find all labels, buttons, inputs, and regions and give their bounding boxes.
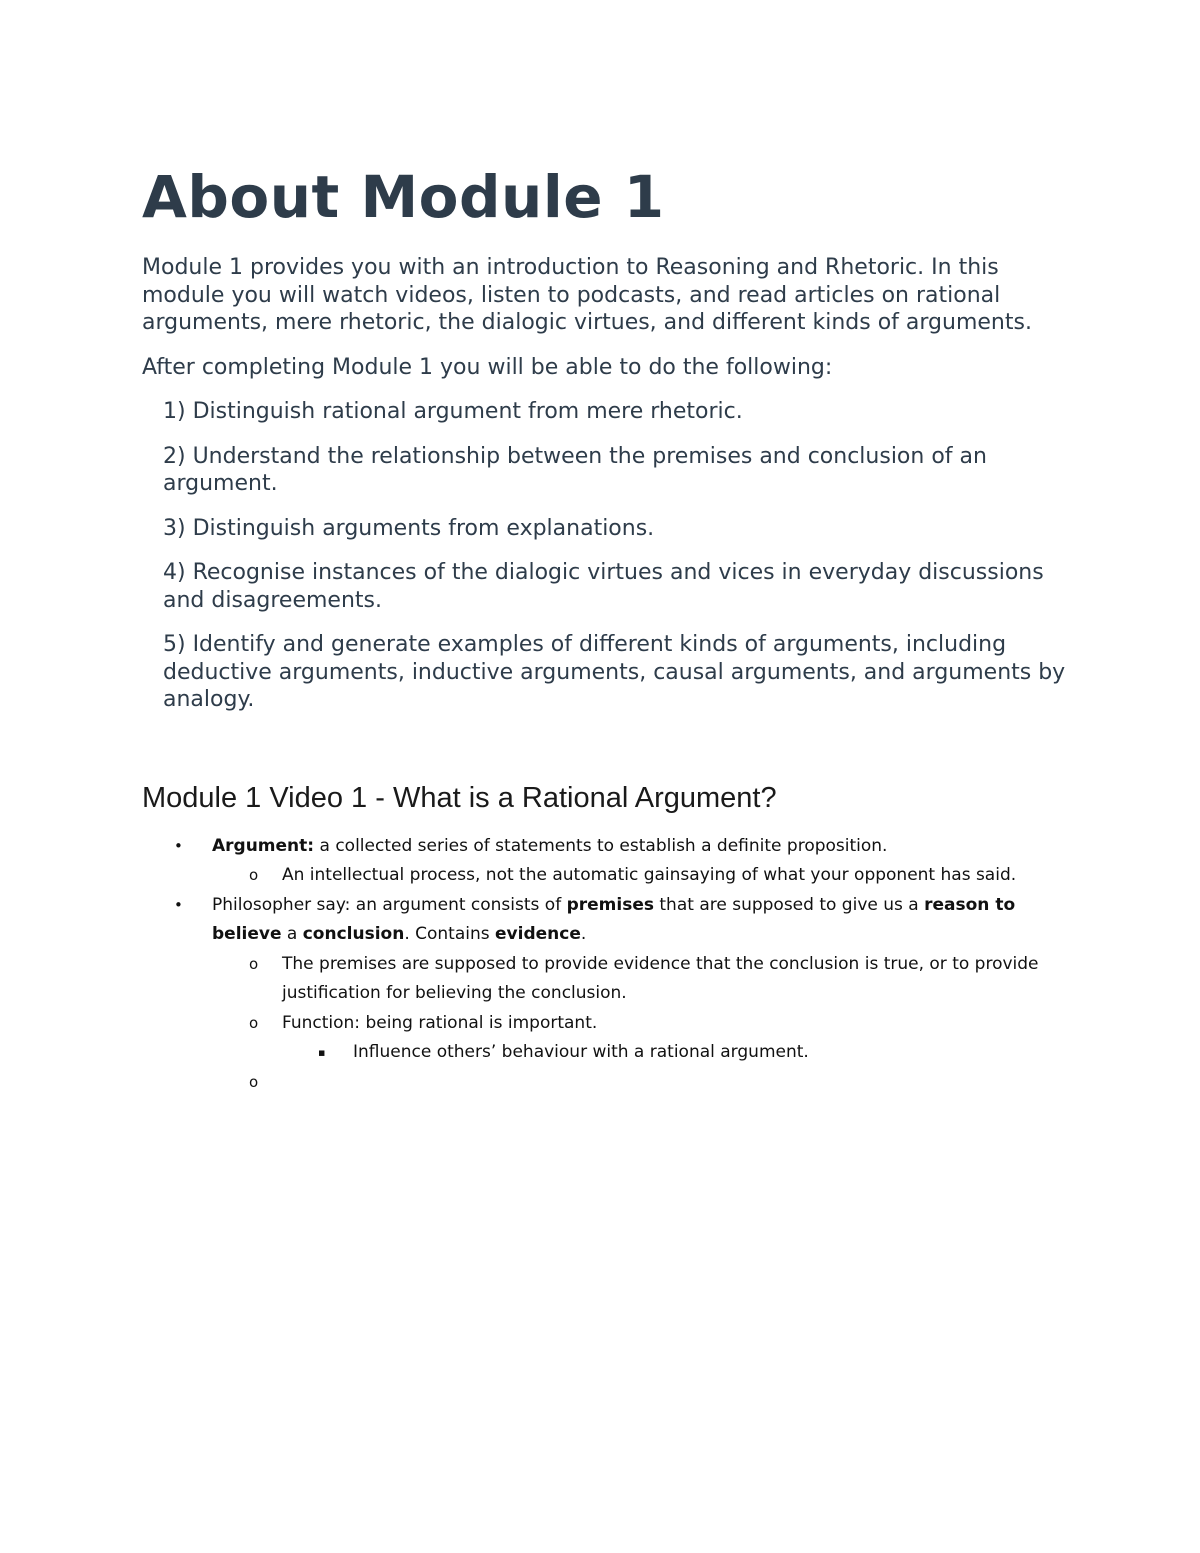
intro-paragraph: Module 1 provides you with an introduction to Reasoning and Rhetoric. In this module you will watch videos, listen to podcasts, and read articles on rational arguments, mere rhetoric, the dialogic virtues, and different kinds of arguments. [142, 255, 1032, 335]
note-text: Influence others’ behaviour with a rational argument. [353, 1042, 809, 1062]
page-title: About Module 1 [142, 163, 665, 231]
note-text: . [580, 924, 587, 944]
objective-item: 2) Understand the relationship between the premises and conclusion of an argument. [163, 443, 987, 496]
document-content [142, 160, 1072, 1097]
square-bullet-icon: ▪ [318, 1046, 326, 1059]
circle-bullet-icon: o [249, 866, 259, 884]
circle-bullet-icon: o [249, 954, 259, 973]
note-subitem [142, 1009, 1072, 1039]
notes-list [142, 832, 1072, 1098]
bullet-icon: • [174, 836, 183, 855]
objective-item: 3) Distinguish arguments from explanations. [163, 515, 655, 541]
term-premises: premises [566, 894, 654, 915]
note-text: The premises are supposed to provide evidence that the conclusion is true, or to provide justification for believing the conclusion. [282, 953, 1039, 1003]
note-text: An intellectual process, not the automatic gainsaying of what your opponent has said. [282, 865, 1017, 885]
note-text: Function: being rational is important. [282, 1012, 598, 1033]
objectives-lead: After completing Module 1 you will be able to do the following: [142, 354, 833, 380]
term-evidence: evidence [495, 924, 581, 944]
circle-bullet-icon: o [249, 1072, 259, 1091]
note-item [142, 832, 1072, 862]
note-item [142, 891, 1072, 950]
term-argument: Argument: [212, 835, 315, 856]
note-subitem [142, 950, 1072, 1009]
note-text: . Contains [404, 924, 496, 944]
note-subsubitem [142, 1038, 1072, 1068]
objective-item: 4) Recognise instances of the dialogic virtues and vices in everyday discussions and disagreements. [163, 560, 1044, 613]
section-heading: Module 1 Video 1 - What is a Rational Argument? [142, 781, 777, 814]
empty-note-subitem [142, 1068, 1072, 1098]
note-text: that are supposed to give us a [653, 894, 925, 915]
term-reason-to-believe: reason to believe [212, 894, 1016, 944]
note-text: a [281, 924, 303, 944]
circle-bullet-icon: o [249, 1013, 259, 1032]
note-subitem [142, 861, 1072, 891]
note-text: Philosopher say: an argument consists of [212, 894, 567, 915]
term-conclusion: conclusion [302, 924, 405, 944]
objectives-list [142, 398, 1072, 714]
bullet-icon: • [174, 895, 183, 914]
objective-item: 5) Identify and generate examples of different kinds of arguments, including deductive arguments, inductive arguments, causal arguments, and arguments by analogy. [163, 632, 1066, 712]
argument-definition: a collected series of statements to establish a definite proposition. [314, 835, 888, 856]
objective-item: 1) Distinguish rational argument from mere rhetoric. [163, 399, 743, 424]
